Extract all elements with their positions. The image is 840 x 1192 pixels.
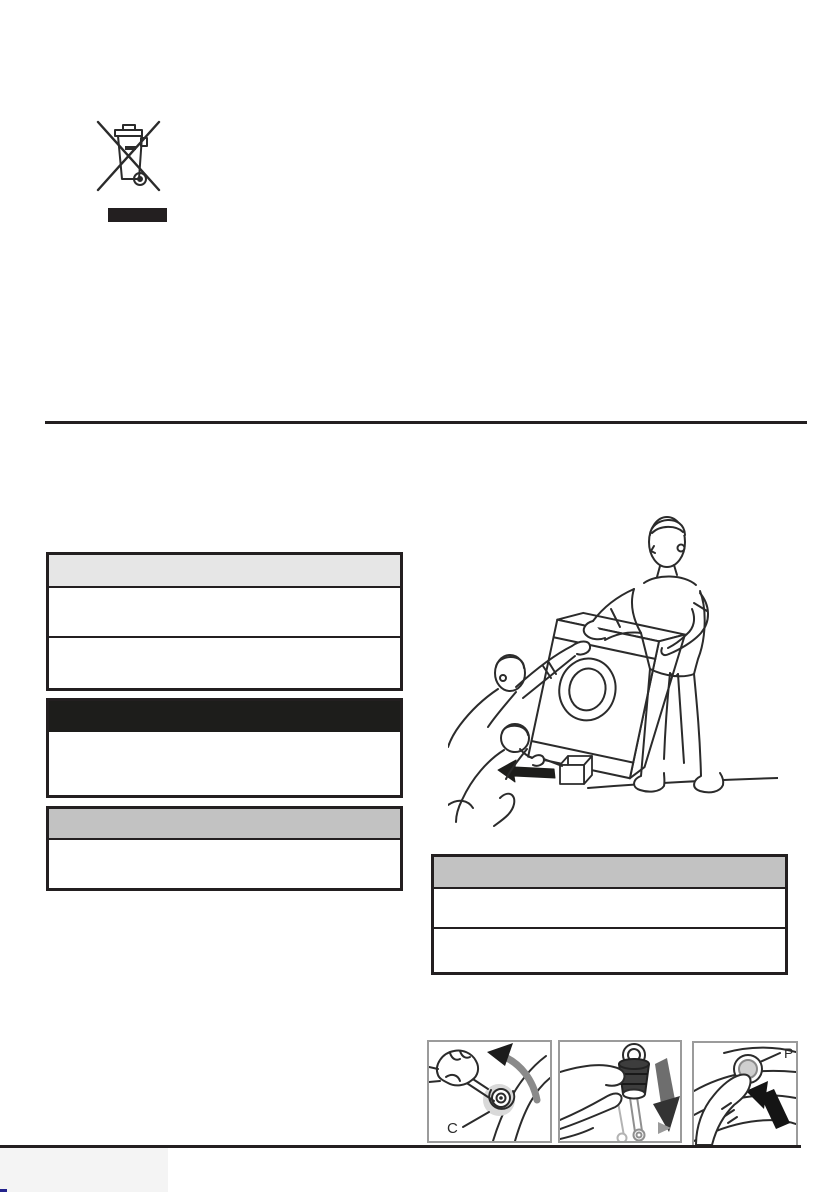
spec-table-row — [49, 588, 400, 638]
wrench-loosening-transit-bolt-illustration — [427, 1040, 552, 1143]
info-table-header — [434, 857, 785, 889]
weee-black-bar — [108, 208, 167, 222]
two-people-tilting-washing-machine-illustration — [448, 497, 778, 827]
footer-block — [0, 1148, 168, 1192]
thumb-pressing-plastic-plug-illustration — [692, 1041, 798, 1147]
info-table-row — [434, 929, 785, 972]
weee-crossed-out-wheelie-bin-icon — [96, 116, 162, 196]
bolt-label-c: C — [447, 1120, 458, 1137]
warning-box — [46, 698, 403, 798]
spec-table-header — [49, 555, 400, 588]
pulling-out-transit-bolt-spacer-illustration — [558, 1040, 682, 1143]
plug-label-p: P — [784, 1045, 794, 1061]
note-box-header — [49, 809, 400, 840]
info-table — [431, 854, 788, 975]
info-table-row — [434, 889, 785, 929]
section-divider-rule — [45, 421, 807, 424]
note-box — [46, 806, 403, 891]
spec-table-row — [49, 638, 400, 686]
warning-box-header — [49, 701, 400, 732]
spec-table — [46, 552, 403, 691]
